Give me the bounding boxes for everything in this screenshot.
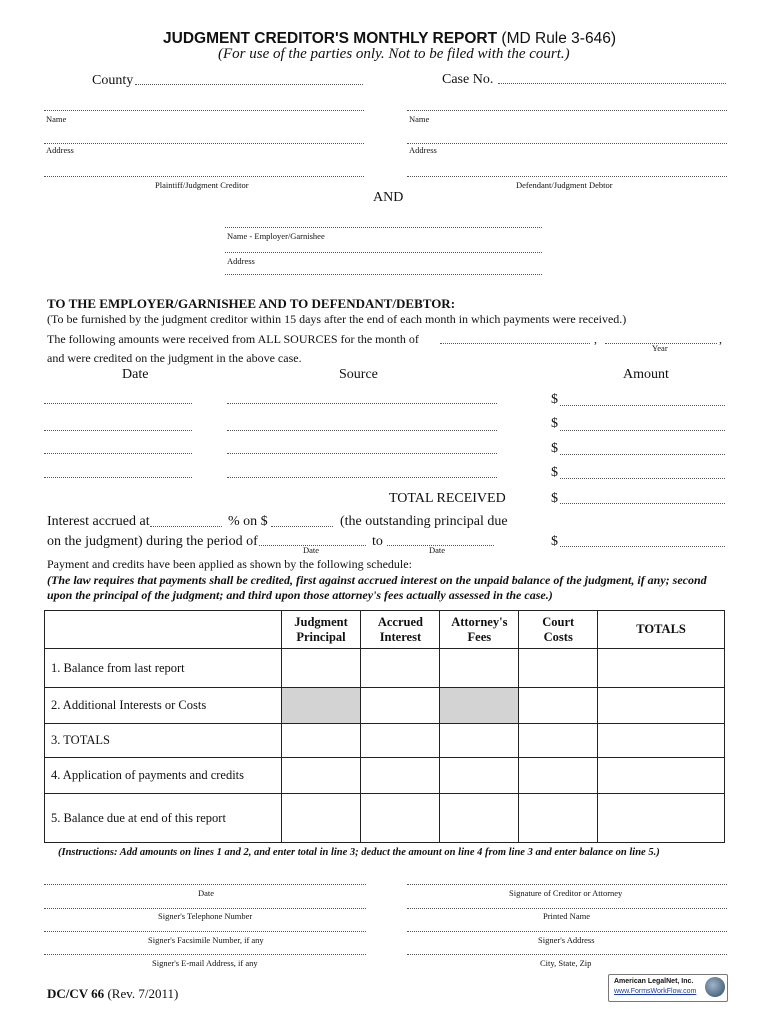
row-label: 3. TOTALS <box>45 724 282 758</box>
signer-address-label: Signer's Address <box>538 935 595 945</box>
cell-fees[interactable] <box>440 724 519 758</box>
defendant-address-label: Address <box>409 145 437 155</box>
table-row <box>45 758 725 794</box>
form-id: DC/CV 66 (Rev. 7/2011) <box>47 986 179 1001</box>
garnishee-name-field[interactable] <box>225 227 542 228</box>
cell-interest[interactable] <box>361 688 440 724</box>
payment-source-field[interactable] <box>227 403 497 404</box>
signature-label: Signature of Creditor or Attorney <box>509 888 623 898</box>
comma: , <box>594 332 597 346</box>
dollar-sign: $ <box>551 441 558 456</box>
payment-amount-field[interactable] <box>560 478 725 479</box>
cell-costs[interactable] <box>519 758 598 794</box>
cell-principal[interactable] <box>281 649 361 688</box>
blank-header-cell <box>45 611 282 649</box>
signer-address-field[interactable] <box>407 931 727 932</box>
cell-principal[interactable] <box>281 724 361 758</box>
printed-name-label: Printed Name <box>543 911 590 921</box>
case-no-field[interactable] <box>498 83 726 84</box>
amount-column-header: Amount <box>623 367 669 382</box>
email-label: Signer's E-mail Address, if any <box>152 958 258 968</box>
cell-totals[interactable] <box>598 794 725 843</box>
fees-header: Attorney's Fees <box>440 611 519 649</box>
garnishee-name-label: Name - Employer/Garnishee <box>227 231 325 241</box>
row-label: 5. Balance due at end of this report <box>45 794 282 843</box>
payment-date-field[interactable] <box>44 430 192 431</box>
plaintiff-address-label: Address <box>46 145 74 155</box>
county-label: County <box>92 73 134 88</box>
payment-source-field[interactable] <box>227 453 497 454</box>
year-label: Year <box>652 343 668 353</box>
signature-field[interactable] <box>407 884 727 885</box>
cell-fees[interactable] <box>440 649 519 688</box>
case-no-label: Case No. <box>442 72 494 87</box>
payment-date-field[interactable] <box>44 453 192 454</box>
publisher-name: American LegalNet, Inc. <box>614 978 694 985</box>
row-label: 1. Balance from last report <box>45 649 282 688</box>
payment-source-field[interactable] <box>227 430 497 431</box>
garnishee-address-field[interactable] <box>225 252 542 253</box>
garnishee-address-line2-field[interactable] <box>225 274 542 275</box>
instructions: (Instructions: Add amounts on lines 1 and 2, and enter total in line 3; deduct the amount on line 4 from line 3 and enter balance on line 5.) <box>58 847 660 858</box>
totals-header: TOTALS <box>598 611 725 649</box>
printed-name-field[interactable] <box>407 908 727 909</box>
publisher-url[interactable]: www.FormsWorkFlow.com <box>614 988 697 995</box>
to-label: to <box>372 534 383 549</box>
plaintiff-name-label: Name <box>46 114 67 124</box>
email-field[interactable] <box>44 954 366 955</box>
payment-amount-field[interactable] <box>560 405 725 406</box>
fax-field[interactable] <box>44 931 366 932</box>
cell-totals[interactable] <box>598 649 725 688</box>
payment-date-field[interactable] <box>44 477 192 478</box>
plaintiff-address-field[interactable] <box>44 143 364 144</box>
and-label: AND <box>373 190 404 205</box>
date-field[interactable] <box>44 884 366 885</box>
law-note: (The law requires that payments shall be credited, first against accrued interest on the unpaid balance of the judgment, if any; second upon the principal of the judgment; and third upon those attorney's fees actually assessed in the case.) <box>47 573 707 602</box>
city-state-zip-field[interactable] <box>407 954 727 955</box>
telephone-label: Signer's Telephone Number <box>158 911 253 921</box>
interest-header: Accrued Interest <box>361 611 440 649</box>
cell-totals[interactable] <box>598 724 725 758</box>
total-received-label: TOTAL RECEIVED <box>389 491 506 506</box>
period-start-date-label: Date <box>303 545 320 555</box>
costs-header: Court Costs <box>519 611 598 649</box>
form-subtitle: (For use of the parties only. Not to be filed with the court.) <box>218 46 570 62</box>
cell-costs[interactable] <box>519 649 598 688</box>
table-row <box>45 794 725 843</box>
defendant-address-line2-field[interactable] <box>407 176 727 177</box>
dollar-sign: $ <box>551 416 558 431</box>
globe-icon <box>705 977 725 997</box>
amounts-received-text: The following amounts were received from ALL SOURCES for the month of <box>47 332 419 346</box>
cell-fees[interactable] <box>440 794 519 843</box>
schedule-intro: Payment and credits have been applied as shown by the following schedule: <box>47 557 412 571</box>
dollar-sign: $ <box>551 491 558 506</box>
notice-subheading: (To be furnished by the judgment creditor within 15 days after the end of each month in which payments were received.) <box>47 312 627 326</box>
garnishee-address-label: Address <box>227 256 255 266</box>
total-received-field[interactable] <box>560 503 725 504</box>
date-label: Date <box>198 888 215 898</box>
cell-costs[interactable] <box>519 724 598 758</box>
cell-totals[interactable] <box>598 758 725 794</box>
source-column-header: Source <box>339 367 378 382</box>
county-field[interactable] <box>135 84 363 85</box>
defendant-label: Defendant/Judgment Debtor <box>516 180 613 190</box>
interest-amount-field[interactable] <box>560 546 725 547</box>
principal-amount-field[interactable] <box>271 526 333 527</box>
plaintiff-name-field[interactable] <box>44 110 364 111</box>
month-field[interactable] <box>440 343 590 344</box>
interest-accrued-label: Interest accrued at <box>47 514 150 529</box>
cell-interest[interactable] <box>361 724 440 758</box>
dollar-sign: $ <box>551 465 558 480</box>
date-column-header: Date <box>122 367 149 382</box>
schedule-table <box>44 610 725 843</box>
dollar-sign: $ <box>551 392 558 407</box>
percent-on-label: % on $ <box>228 514 268 529</box>
plaintiff-label: Plaintiff/Judgment Creditor <box>155 180 249 190</box>
cell-principal[interactable] <box>281 758 361 794</box>
outstanding-principal-text: (the outstanding principal due <box>340 514 508 529</box>
cell-principal[interactable] <box>281 794 361 843</box>
form-title: JUDGMENT CREDITOR'S MONTHLY REPORT (MD Rule 3-646) <box>163 30 616 47</box>
credited-text: and were credited on the judgment in the above case. <box>47 351 302 365</box>
cell-costs[interactable] <box>519 688 598 724</box>
defendant-address-field[interactable] <box>407 143 727 144</box>
dollar-sign: $ <box>551 534 558 549</box>
row-label: 2. Additional Interests or Costs <box>45 688 282 724</box>
cell-costs[interactable] <box>519 794 598 843</box>
cell-totals[interactable] <box>598 688 725 724</box>
row-label: 4. Application of payments and credits <box>45 758 282 794</box>
principal-header: Judgment Principal <box>281 611 361 649</box>
payment-amount-field[interactable] <box>560 454 725 455</box>
comma-2: , <box>719 332 722 346</box>
table-row <box>45 649 725 688</box>
cell-interest[interactable] <box>361 758 440 794</box>
cell-fees[interactable] <box>440 758 519 794</box>
cell-interest[interactable] <box>361 794 440 843</box>
plaintiff-address-line2-field[interactable] <box>44 176 364 177</box>
interest-rate-field[interactable] <box>150 526 222 527</box>
cell-interest[interactable] <box>361 649 440 688</box>
table-row <box>45 688 725 724</box>
payment-date-field[interactable] <box>44 403 192 404</box>
revision: (Rev. 7/2011) <box>107 986 179 1001</box>
rule-reference: (MD Rule 3-646) <box>501 30 616 47</box>
payment-source-field[interactable] <box>227 477 497 478</box>
payment-amount-field[interactable] <box>560 430 725 431</box>
fax-label: Signer's Facsimile Number, if any <box>148 935 264 945</box>
table-header-row <box>45 611 725 649</box>
table-row <box>45 724 725 758</box>
cell-principal-disabled <box>281 688 361 724</box>
city-state-zip-label: City, State, Zip <box>540 958 592 968</box>
defendant-name-label: Name <box>409 114 430 124</box>
period-label: on the judgment) during the period of <box>47 534 258 549</box>
period-end-date-label: Date <box>429 545 446 555</box>
publisher-logo <box>608 974 728 1002</box>
telephone-field[interactable] <box>44 908 366 909</box>
notice-heading: TO THE EMPLOYER/GARNISHEE AND TO DEFENDANT/DEBTOR: <box>47 296 456 311</box>
cell-fees-disabled <box>440 688 519 724</box>
defendant-name-field[interactable] <box>407 110 727 111</box>
